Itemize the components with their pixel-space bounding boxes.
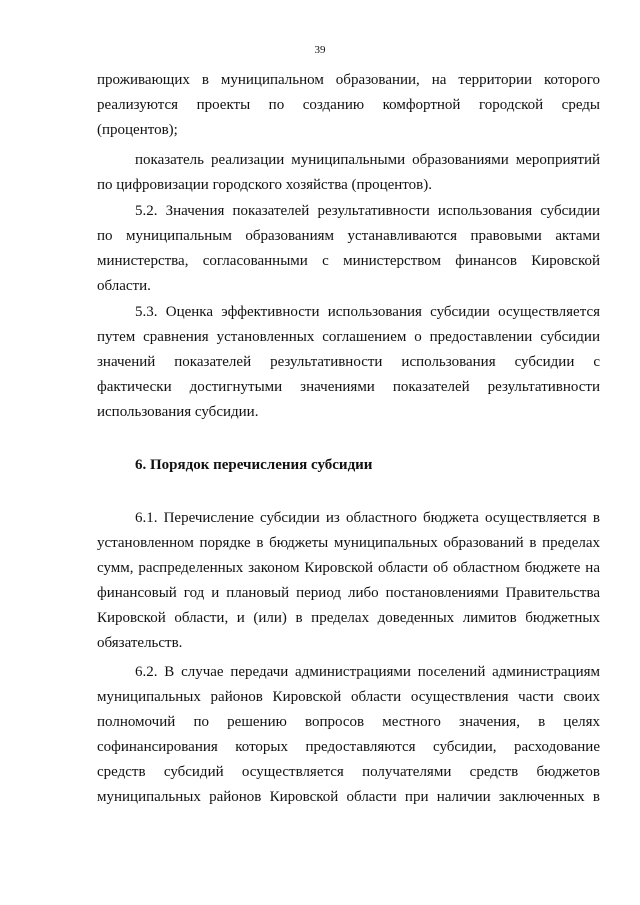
text-line: значений показателей результативности использования субсидии с bbox=[97, 354, 600, 370]
text-line: полномочий по решению вопросов местного значения, в целях bbox=[97, 714, 600, 730]
text-line: муниципальных районов Кировской области осуществления части своих bbox=[97, 689, 600, 705]
text-line: использования субсидии. bbox=[97, 404, 259, 420]
text-line: средств субсидий осуществляется получателями средств бюджетов bbox=[97, 764, 600, 780]
text-line: 6.1. Перечисление субсидии из областного бюджета осуществляется в bbox=[135, 510, 600, 526]
text-line: фактически достигнутыми значениями показателей результативности bbox=[97, 379, 600, 395]
text-line: Кировской области, и (или) в пределах доведенных лимитов бюджетных bbox=[97, 610, 600, 626]
text-line: (процентов); bbox=[97, 122, 178, 138]
page-number: 39 bbox=[314, 44, 326, 56]
section-heading: 6. Порядок перечисления субсидии bbox=[135, 457, 373, 473]
text-line: сумм, распределенных законом Кировской области об областном бюджете на bbox=[97, 560, 600, 576]
text-line: 5.2. Значения показателей результативности использования субсидии bbox=[135, 203, 600, 219]
text-line: области. bbox=[97, 278, 151, 294]
text-line: финансовый год и плановый период либо постановлениями Правительства bbox=[97, 585, 600, 601]
text-line: реализуются проекты по созданию комфортной городской среды bbox=[97, 97, 600, 113]
text-line: муниципальных районов Кировской области при наличии заключенных в bbox=[97, 789, 600, 805]
text-line: 6.2. В случае передачи администрациями поселений администрациям bbox=[135, 664, 600, 680]
paragraph-6-2 bbox=[97, 660, 600, 810]
text-line: по муниципальным образованиям устанавливаются правовыми актами bbox=[97, 228, 600, 244]
text-line: установленном порядке в бюджеты муниципальных образований в пределах bbox=[97, 535, 600, 551]
text-line: по цифровизации городского хозяйства (процентов). bbox=[97, 177, 432, 193]
text-line: обязательств. bbox=[97, 635, 183, 651]
paragraph-5-3 bbox=[97, 300, 600, 425]
text-line: проживающих в муниципальном образовании, на территории которого bbox=[97, 72, 600, 88]
paragraph-5-2 bbox=[97, 199, 600, 299]
text-line: путем сравнения установленных соглашением о предоставлении субсидии bbox=[97, 329, 600, 345]
paragraph-6-1 bbox=[97, 506, 600, 656]
text-line: 5.3. Оценка эффективности использования субсидии осуществляется bbox=[135, 304, 600, 320]
text-line: софинансирования которых предоставляются субсидии, расходование bbox=[97, 739, 600, 755]
text-line: показатель реализации муниципальными образованиями мероприятий bbox=[135, 152, 600, 168]
paragraph-continuation bbox=[97, 68, 600, 143]
paragraph-digitalization-indicator bbox=[97, 148, 600, 198]
text-line: министерства, согласованными с министерством финансов Кировской bbox=[97, 253, 600, 269]
